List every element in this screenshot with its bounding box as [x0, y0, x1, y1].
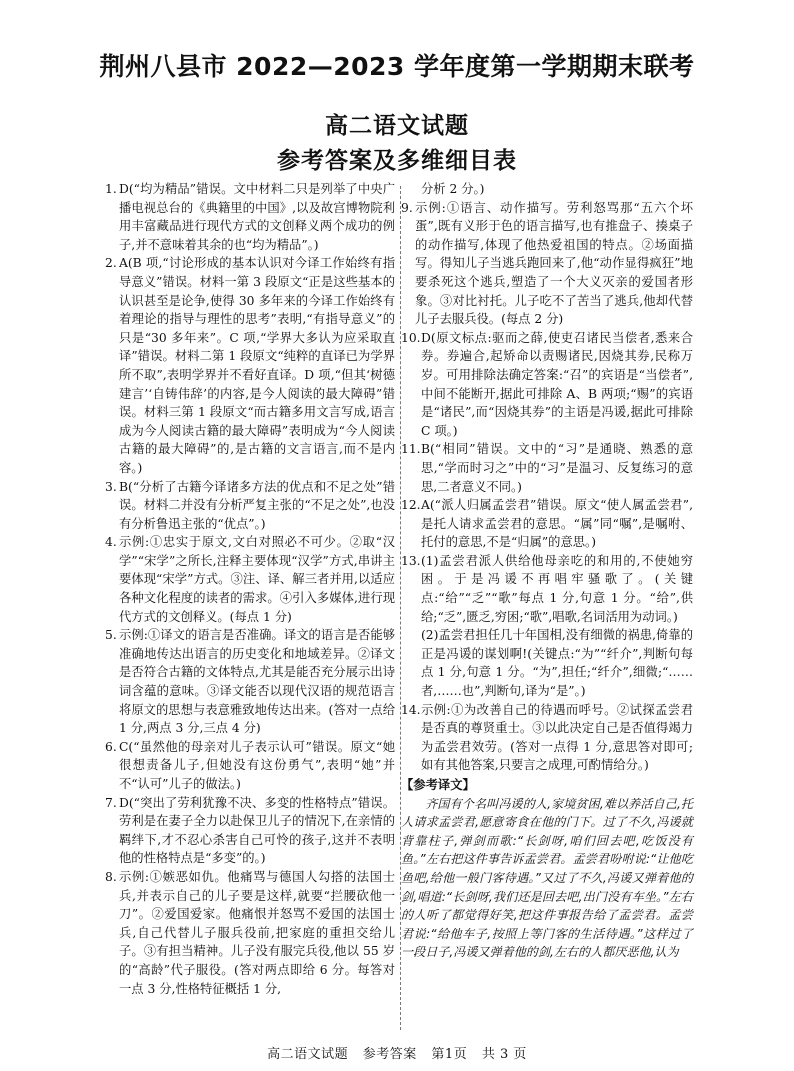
footer-page-number: 第1页 — [431, 1047, 468, 1062]
footer-doc: 参考答案 — [362, 1047, 417, 1062]
page-footer — [0, 1043, 794, 1062]
answer-text: C(“虽然他的母亲对儿子表示认可”错误。原文“她很想责备儿子,但她没有这份勇气”,表明“她”并不“认可”儿子的做法。) — [119, 739, 395, 791]
answer-item-5 — [105, 626, 395, 738]
reference-translation-heading: 【参考译文】 — [401, 778, 475, 792]
answer-number: 12. — [401, 498, 421, 513]
answer-subpart-1: (1)孟尝君派人供给他母亲吃的和用的,不使她穷困。于是冯谖不再唱牢骚歌了。(关键点:“给”“乏”“歌”每点 1 分,句意 1 分。“给”,供给;“乏”,匮乏,穷困;“歌”,唱歌,名词活用为动词。) — [421, 553, 693, 624]
answer-number: 6. — [105, 739, 117, 754]
exam-title: 荆州八县市 2022—2023 学年度第一学期期末联考 — [99, 52, 695, 81]
answer-text: D(“突出了劳利犹豫不决、多变的性格特点”错误。劳利是在妻子全力以赴保卫儿子的情况下,在亲情的羁绊下,才不忍心杀害自己可怜的孩子,这并不表明他的性格特点是“多变”的。) — [119, 795, 395, 866]
answer-text: D(“均为精品”错误。文中材料二只是列举了中央广播电视总台的《典籍里的中国》,以及故宫博物院利用丰富藏品进行现代方式的文创释义两个成功的例子,并不意味着其余的也“均为精品”。) — [119, 182, 395, 252]
answer-item-3 — [105, 478, 395, 534]
answer-number: 5. — [105, 628, 117, 643]
document-title: 参考答案及多维细目表 — [277, 148, 517, 174]
answer-text: 示例:①为改善自己的待遇而呼号。②试探孟尝君是否真的尊贤重士。③以此决定自己是否值得竭力为孟尝君效劳。(答对一点得 1 分,意思答对即可;如有其他答案,只要言之成理,可酌情给分。) — [421, 702, 693, 773]
answer-text: B(“相同”错误。文中的“习”是通晓、熟悉的意思,“学而时习之”中的“习”是温习、反复练习的意思,二者意义不同。) — [421, 442, 693, 494]
answer-subpart-2: (2)孟尝君担任几十年国相,没有细微的祸患,倚靠的正是冯谖的谋划啊!(关键点:“为”“纤介”,判断句每点 1 分,句意 1 分。“为”,担任;“纤介”,细微;“……者,……也”,判断句,译为“是”。) — [421, 628, 693, 699]
footer-subject: 高二语文试题 — [267, 1047, 349, 1062]
answer-number: 8. — [105, 869, 117, 884]
answer-item-8 — [105, 868, 395, 998]
answer-text: 示例:①译文的语言是否准确。译文的语言是否能够准确地传达出语言的历史变化和地域差异。②译文是否符合古籍的文体特点,尤其是能否充分展示出诗词含蕴的意味。③译文能否以现代汉语的规范语言将原文的思想与表意雅致地传达出来。(答对一点给 1 分,两点 3 分,三点 4 分) — [119, 628, 395, 736]
left-column — [105, 180, 395, 998]
answer-item-1 — [105, 180, 395, 254]
answer-number: 2. — [105, 256, 117, 271]
continued-text: 分析 2 分。) — [421, 182, 485, 196]
answer-number: 13. — [401, 553, 421, 568]
subject-title: 高二语文试题 — [325, 113, 469, 139]
answer-text: D(原文标点:驱而之薛,使吏召诸民当偿者,悉来合券。券遍合,起矫命以责赐诸民,因烧其券,民称万岁。可用排除法确定答案:“召”的宾语是“当偿者”,中间不能断开,据此可排除 A、B 两项;“赐”的宾语是“诸民”,而“因烧其券”的主语是冯谖,据此可排除 C 项。) — [421, 330, 693, 438]
answer-text: 示例:①嫉恶如仇。他痛骂与德国人勾搭的法国士兵,并表示自己的儿子要是这样,就要“拦腰砍他一刀”。②爱国爱家。他痛恨并怒骂不爱国的法国士兵,自己代替儿子服兵役前,把家庭的重担交给儿子。③有担当精神。儿子没有服完兵役,他以 55 岁的“高龄”代子服役。(答对两点即给 6 分。每答对一点 3 分,性格特征概括 1 分, — [119, 869, 395, 996]
reference-translation-text: 齐国有个名叫冯谖的人,家境贫困,难以养活自己,托人请求孟尝君,愿意寄食在他的门下。过了不久,冯谖就背靠柱子,弹剑而歌:“长剑呀,咱们回去吧,吃饭没有鱼。”左右把这件事告诉孟尝君。孟尝君吩咐说:“让他吃鱼吧,给他一般门客待遇。”又过了不久,冯谖又弹着他的剑,唱道:“长剑呀,我们还是回去吧,出门没有车坐。”左右的人听了都觉得好笑,把这件事报告给了孟尝君。孟尝君说:“给他车子,按照上等门客的生活待遇。”这样过了一段日子,冯谖又弹着他的剑,左右的人都厌恶他,认为 — [401, 796, 693, 960]
answer-item-10 — [401, 329, 693, 441]
answer-text: 示例:①语言、动作描写。劳利怒骂那“五六个坏蛋”,既有义形于色的语言描写,也有推盘子、揍桌子的动作描写,体现了他热爱祖国的特点。②场面描写。得知儿子当逃兵跑回来了,他“动作显得疯狂”地要杀死这个逃兵,塑造了一个大义灭亲的爱国者形象。③对比衬托。儿子吃不了苦当了逃兵,他却代替儿子去服兵役。(每点 2 分) — [415, 200, 693, 327]
answer-number: 14. — [401, 702, 421, 717]
answer-number: 7. — [105, 795, 117, 810]
answer-item-6 — [105, 738, 395, 794]
footer-total-pages: 共 3 页 — [481, 1047, 527, 1062]
answer-text: B(“分析了古籍今译诸多方法的优点和不足之处”错误。材料二并没有分析严复主张的“不足之处”,也没有分析鲁迅主张的“优点”。) — [119, 479, 395, 531]
answer-item-14 — [401, 701, 693, 775]
answer-item-12 — [401, 496, 693, 552]
answer-number: 11. — [401, 442, 421, 457]
answer-number: 3. — [105, 479, 117, 494]
answer-text: 示例:①忠实于原文,文白对照必不可少。②取“汉学”“宋学”之所长,注释主要体现“汉学”方式,串讲主要体现“宋学”方式。③注、译、解三者并用,以适应各种文化程度的读者的需求。④引入多媒体,进行现代方式的文创释义。(每点 1 分) — [119, 535, 395, 624]
answer-item-4 — [105, 533, 395, 626]
answer-number: 4. — [105, 535, 117, 550]
answer-text: A(B 项,“讨论形成的基本认识对今译工作始终有指导意义”错误。材料一第 3 段原文“正是这些基本的认识甚至是论争,使得 30 多年来的今译工作始终有着理论的指导与理性的思考”表明,“有指导意义”的只是“30 多年来”。C 项,“学界大多认为应采取直译”错误。材料二第 1 段原文“纯粹的直译已为学界所不取”,表明学界并不看好直译。D 项,“但其‘树德建言’‘自铸伟辞’的内容,是今人阅读的最大障碍”错误。材料三第 1 段原文“而古籍多用文言写成,语言成为今人阅读古籍的最大障碍”表明成为“今人阅读古籍的最大障碍”的,是古籍的文言语言,而不是内容。) — [119, 256, 395, 475]
answer-number: 1. — [105, 182, 117, 196]
answer-item-2 — [105, 254, 395, 477]
answer-item-13 — [401, 552, 693, 701]
answer-text: A(“派人归属孟尝君”错误。原文“使人属孟尝君”,是托人请求孟尝君的意思。“属”同“嘱”,是嘱咐、托付的意思,不是“归属”的意思。) — [421, 498, 693, 550]
answer-item-9 — [401, 199, 693, 329]
answer-item-7 — [105, 794, 395, 868]
answer-number: 10. — [401, 330, 421, 345]
right-column — [401, 180, 693, 962]
answer-number: 9. — [401, 200, 413, 215]
answer-item-11 — [401, 440, 693, 496]
